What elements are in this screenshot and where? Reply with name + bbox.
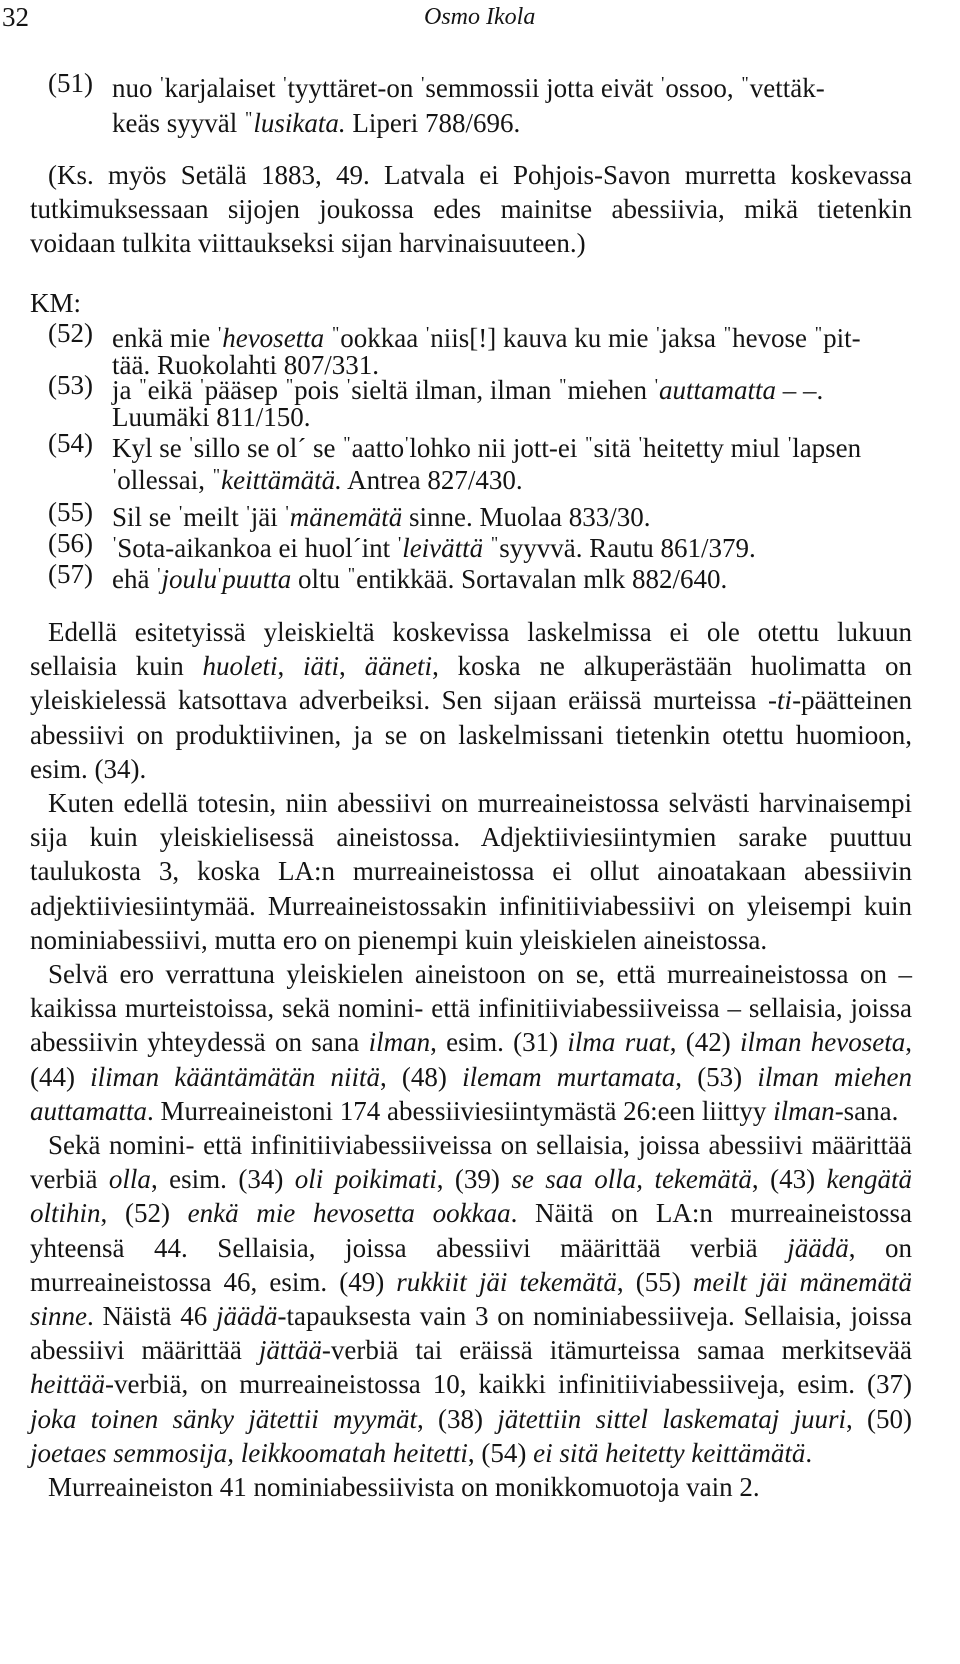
running-header [0, 2, 960, 32]
km-label: KM: [30, 288, 82, 318]
paragraph: Murreaineiston 41 nominiabessiivista on monikkomuotoja vain 2. [48, 1472, 760, 1503]
example-text: ja "eikä 'pääsep "pois 'sieltä ilman, ilman "miehen 'auttamatta – –. Luumäki 811/150. [112, 375, 824, 432]
paragraph: Sekä nomini- että infinitiiviabessiiveissa on sellaisia, joissa abessiivi määrittää verbiä olla, esim. (34) oli poikimati, (39) se saa olla, tekemätä, (43) kengätä oltihin, (52) enkä mie hevosetta ookkaa. Näitä on LA:n murreaineistossa yhteensä 44. Sellaisia, joissa abessiivi määrittää verbiä jäädä, on murreaineistossa 46, esim. (49) rukkiit jäi tekemätä, (55) meilt jäi mänemätä sinne. Näistä 46 jäädä-tapauksesta vain 3 on nominiabessiiveja. Sellaisia, joissa abessiivi määrittää jättää-verbiä tai eräissä itämurteissa samaa merkitsevää heittää-verbiä, on murreaineistossa 10, kaikki infinitiiviabessiiveja, esim. (37) joka toinen sänky jätettii myymät, (38) jätettiin sittel laskemataj juuri, (50) joetaes semmosija, leikkoomatah heitetti, (54) ei sitä heitetty keittämätä. [30, 1130, 913, 1468]
paragraph: Edellä esitetyissä yleiskieltä koskevissa laskelmissa ei ole otettu lukuun sellaisia kuin huoleti, iäti, ääneti, koska ne alkuperästään huolimatta on yleiskielessä katsottava adverbeiksi. Sen sijaan eräissä murteissa -ti-päätteinen abessiivi on produktiivinen, ja se on laskelmissani tietenkin otettu huomioon, esim. (34). [30, 617, 913, 784]
parenthetical-note [30, 158, 912, 260]
example-text: enkä mie 'hevosetta "ookkaa 'niis[!] kauva ku mie 'jaksa "hevose "pit- tää. Ruokolahti 807/331. [112, 323, 861, 380]
example-text [112, 68, 908, 138]
example-text: Kyl se 'sillo se ol´ se "aatto'lohko nii jott-ei "sitä 'heitetty miul 'lapsen 'ollessai, "keittämätä. Antrea 827/430. [112, 433, 862, 495]
example-text: Sil se 'meilt 'jäi 'mänemätä sinne. Muolaa 833/30. [112, 502, 651, 532]
example-51 [48, 68, 908, 138]
example-number: (54) [48, 428, 93, 458]
example-number: (53) [48, 370, 93, 400]
running-head-author: Osmo Ikola [424, 4, 536, 30]
example-number: (51) [48, 68, 93, 98]
paragraph: Kuten edellä totesin, niin abessiivi on murreaineistossa selvästi harvinaisempi sija kuin yleiskielisessä aineistossa. Adjektiiviesiintymien sarake puuttuu taulukosta 3, koska LA:n murreaineistossa ei ollut ainoatakaan abessiivin adjektiiviesiintymää. Murreaineistossakin infinitiiviabessiivi on yleisempi kuin nominiabessiivi, mutta ero on pienempi kuin yleiskielen aineistossa. [30, 788, 912, 955]
example-number: (52) [48, 318, 93, 348]
body-text [30, 615, 912, 1504]
example-text: ehä 'joulu'puutta oltu "entikkää. Sortavalan mlk 882/640. [112, 564, 728, 594]
note-text: (Ks. myös Setälä 1883, 49. Latvala ei Pohjois-Savon murretta koskevassa tutkimuksessaan sijojen joukossa edes mainitse abessiivia, mikä tietenkin voidaan tulkita viittaukseksi sijan harvinaisuuteen.) [30, 160, 912, 258]
example-line: keäs syyväl "lusikata. Liperi 788/696. [112, 108, 521, 138]
example-number: (57) [48, 559, 93, 589]
example-line: nuo 'karjalaiset 'tyyttäret-on 'semmossii jotta eivät 'ossoo, "vettäk- [112, 73, 825, 103]
example-text: 'Sota-aikankoa ei huol´int 'leivättä "syyvvä. Rautu 861/379. [113, 533, 756, 563]
example-number: (55) [48, 497, 93, 527]
example-number: (56) [48, 528, 93, 558]
paragraph: Selvä ero verrattuna yleiskielen aineistoon on se, että murreaineistossa on – kaikissa murteistoissa, sekä nomini- että infinitiiviabessiiveissa – sellaisia, joissa abessiivin yhteydessä on sana ilman, esim. (31) ilma ruat, (42) ilman hevoseta, (44) iliman kääntämätän niitä, (48) ilemam murtamata, (53) ilman miehen auttamatta. Murreaineistoni 174 abessiiviesiintymästä 26:een liittyy ilman-sana. [30, 959, 913, 1126]
page-number: 32 [2, 2, 29, 32]
